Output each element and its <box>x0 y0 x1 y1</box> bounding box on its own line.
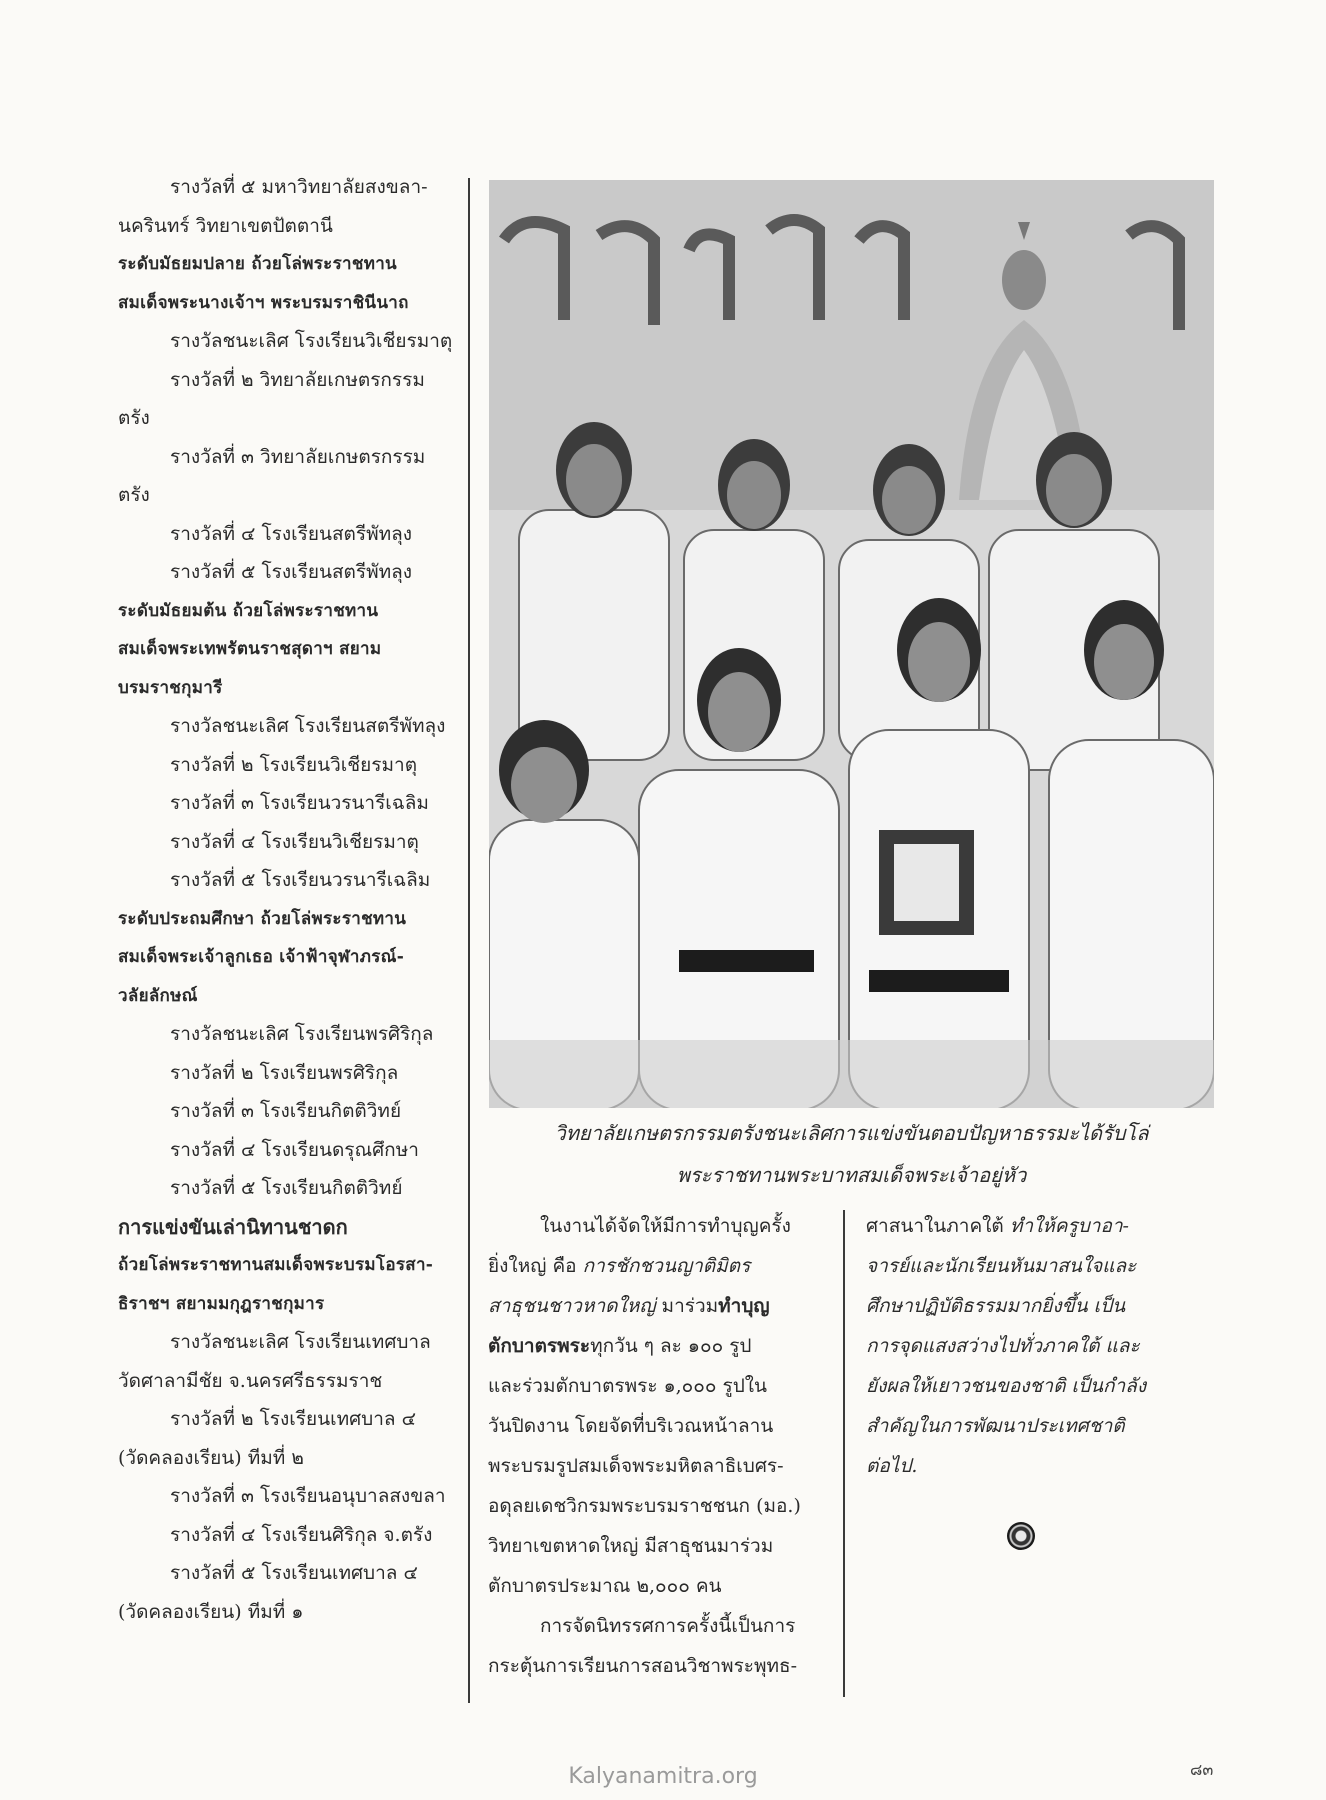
left-column-line: การแข่งขันเล่านิทานชาดก <box>118 1214 348 1239</box>
middle-column-line-segment: ในงานได้จัดให้มีการทำบุญครั้ง <box>540 1215 791 1237</box>
column-divider-right <box>843 1210 845 1697</box>
left-column-line: สมเด็จพระเจ้าลูกเธอ เจ้าฟ้าจุฬาภรณ์- <box>118 947 405 967</box>
middle-column-line <box>488 1246 818 1286</box>
left-column-line: รางวัลที่ ๕ โรงเรียนวรนารีเฉลิม <box>170 869 431 891</box>
left-column-line: รางวัลที่ ๕ โรงเรียนกิตติวิทย์ <box>170 1177 403 1199</box>
middle-column-line-segment: การจัดนิทรรศการครั้งนี้เป็นการ <box>540 1615 796 1637</box>
right-column-line <box>866 1406 1211 1446</box>
left-column-line: สมเด็จพระเทพรัตนราชสุดาฯ สยาม <box>118 639 382 659</box>
right-column-line-segment: ศาสนาในภาคใต้ <box>866 1215 1010 1237</box>
caption-line-2: พระราชทานพระบาทสมเด็จพระเจ้าอยู่หัว <box>676 1163 1027 1187</box>
right-column-line <box>866 1206 1211 1246</box>
left-column-line: รางวัลที่ ๒ โรงเรียนพรศิริกุล <box>170 1061 399 1084</box>
left-column-line: ระดับประถมศึกษา ถ้วยโล่พระราชทาน <box>118 908 407 929</box>
left-column-line: นครินทร์ วิทยาเขตปัตตานี <box>118 214 333 237</box>
right-column-line-segment: สำคัญในการพัฒนาประเทศชาติ <box>866 1415 1125 1437</box>
middle-column-line <box>488 1406 818 1446</box>
right-column-line-segment: ยังผลให้เยาวชนของชาติ เป็นกำลัง <box>866 1375 1147 1397</box>
left-column-line: รางวัลที่ ๔ โรงเรียนสตรีพัทลุง <box>170 522 413 545</box>
left-column-line: วลัยลักษณ์ <box>118 985 198 1006</box>
left-column-line: รางวัลที่ ๒ โรงเรียนวิเชียรมาตุ <box>170 753 418 776</box>
middle-column-line-segment: กระตุ้นการเรียนการสอนวิชาพระพุทธ- <box>488 1655 798 1677</box>
left-column-line: รางวัลชนะเลิศ โรงเรียนวิเชียรมาตุ <box>170 330 453 352</box>
middle-column-line <box>488 1566 818 1606</box>
right-column-line <box>866 1326 1211 1366</box>
left-column-line: รางวัลที่ ๓ โรงเรียนวรนารีเฉลิม <box>170 792 429 814</box>
left-column-line: (วัดคลองเรียน) ทีมที่ ๑ <box>118 1600 304 1623</box>
left-column-line: รางวัลที่ ๕ มหาวิทยาลัยสงขลา- <box>170 176 428 198</box>
middle-column-line <box>488 1446 818 1486</box>
left-column-line: รางวัลชนะเลิศ โรงเรียนพรศิริกุล <box>170 1023 434 1045</box>
middle-column-line <box>488 1606 818 1646</box>
left-column-line: วัดศาลามีชัย จ.นครศรีธรรมราช <box>118 1369 383 1392</box>
middle-text-column <box>488 1206 818 1686</box>
end-of-article-icon <box>1007 1522 1035 1550</box>
left-column-line: รางวัลที่ ๒ โรงเรียนเทศบาล ๔ <box>170 1408 416 1430</box>
left-column-line: (วัดคลองเรียน) ทีมที่ ๒ <box>118 1446 304 1469</box>
right-column-line-segment: ศึกษาปฏิบัติธรรมมากยิ่งขึ้น เป็น <box>866 1295 1126 1317</box>
left-column-line: รางวัลที่ ๕ โรงเรียนเทศบาล ๔ <box>170 1562 418 1584</box>
middle-column-line-segment: พระบรมรูปสมเด็จพระมหิตลาธิเบศร- <box>488 1455 784 1477</box>
middle-column-line <box>488 1646 818 1686</box>
middle-column-line-segment: สาธุชนชาวหาดใหญ่ <box>488 1295 656 1317</box>
left-column-line: ถ้วยโล่พระราชทานสมเด็จพระบรมโอรสา- <box>118 1255 434 1275</box>
left-column-line: รางวัลที่ ๔ โรงเรียนศิริกุล จ.ตรัง <box>170 1523 433 1546</box>
middle-column-line <box>488 1486 818 1526</box>
middle-column-line-segment: ยิ่งใหญ่ คือ <box>488 1255 583 1277</box>
middle-column-line <box>488 1526 818 1566</box>
middle-column-line <box>488 1206 818 1246</box>
middle-column-line-segment: ทุกวัน ๆ ละ ๑๐๐ รูป <box>590 1335 752 1357</box>
right-column-line <box>866 1366 1211 1406</box>
left-column-line: รางวัลที่ ๔ โรงเรียนวิเชียรมาตุ <box>170 830 419 853</box>
photo-caption <box>489 1112 1214 1196</box>
middle-column-line-segment: มาร่วม <box>655 1295 719 1317</box>
right-column-line <box>866 1246 1211 1286</box>
column-divider-left <box>468 178 470 1703</box>
right-column-line-segment: ทำให้ครูบาอา- <box>1009 1215 1129 1237</box>
left-column-line: รางวัลชนะเลิศ โรงเรียนเทศบาล <box>170 1331 431 1353</box>
middle-column-line-segment: วิทยาเขตหาดใหญ่ มีสาธุชนมาร่วม <box>488 1535 774 1557</box>
left-column-line: รางวัลชนะเลิศ โรงเรียนสตรีพัทลุง <box>170 715 446 737</box>
left-column-line: ตรัง <box>118 484 150 506</box>
caption-line-1: วิทยาลัยเกษตรกรรมตรังชนะเลิศการแข่งขันตอบปัญหาธรรมะได้รับโล่ <box>554 1121 1149 1145</box>
left-column-line: สมเด็จพระนางเจ้าฯ พระบรมราชินีนาถ <box>118 292 409 313</box>
middle-column-line <box>488 1366 818 1406</box>
right-column-line <box>866 1446 1211 1486</box>
left-column-line: ธิราชฯ สยามมกุฎราชกุมาร <box>118 1293 325 1314</box>
right-column-line <box>866 1286 1211 1326</box>
left-column-line: รางวัลที่ ๓ โรงเรียนกิตติวิทย์ <box>170 1100 402 1122</box>
left-text-column <box>118 168 453 1631</box>
middle-column-line-segment: และร่วมตักบาตรพระ ๑,๐๐๐ รูปใน <box>488 1375 768 1397</box>
left-column-line: รางวัลที่ ๓ โรงเรียนอนุบาลสงขลา <box>170 1485 446 1507</box>
middle-column-line-segment: อดุลยเดชวิกรมพระบรมราชชนก (มอ.) <box>488 1495 801 1517</box>
group-photo <box>489 180 1214 1108</box>
group-photo-illustration <box>489 180 1214 1108</box>
left-column-line: ตรัง <box>118 407 150 429</box>
right-column-line-segment: ต่อไป. <box>866 1455 918 1477</box>
left-column-line: รางวัลที่ ๒ วิทยาลัยเกษตรกรรม <box>170 368 425 391</box>
middle-column-line-segment: วันปิดงาน โดยจัดที่บริเวณหน้าลาน <box>488 1415 774 1437</box>
watermark: Kalyanamitra.org <box>568 1764 758 1789</box>
middle-column-line <box>488 1326 818 1366</box>
left-column-line: ระดับมัธยมต้น ถ้วยโล่พระราชทาน <box>118 600 379 621</box>
page-number: ๘๓ <box>1190 1760 1214 1779</box>
right-text-column <box>866 1206 1211 1486</box>
right-column-line-segment: การจุดแสงสว่างไปทั่วภาคใต้ และ <box>866 1335 1140 1357</box>
right-column-line-segment: จารย์และนักเรียนหันมาสนใจและ <box>866 1255 1137 1277</box>
left-column-line: รางวัลที่ ๔ โรงเรียนดรุณศึกษา <box>170 1138 419 1161</box>
middle-column-line-segment: ตักบาตรประมาณ ๒,๐๐๐ คน <box>488 1575 722 1597</box>
middle-column-line-segment: ทำบุญ <box>718 1295 770 1317</box>
middle-column-line <box>488 1286 818 1326</box>
left-column-line: ระดับมัธยมปลาย ถ้วยโล่พระราชทาน <box>118 254 397 274</box>
middle-column-line-segment: ตักบาตรพระ <box>488 1335 591 1357</box>
left-column-line: รางวัลที่ ๓ วิทยาลัยเกษตรกรรม <box>170 445 426 468</box>
left-column-line: บรมราชกุมารี <box>118 677 223 698</box>
left-column-line: รางวัลที่ ๕ โรงเรียนสตรีพัทลุง <box>170 561 413 583</box>
middle-column-line-segment: การชักชวนญาติมิตร <box>582 1255 751 1277</box>
